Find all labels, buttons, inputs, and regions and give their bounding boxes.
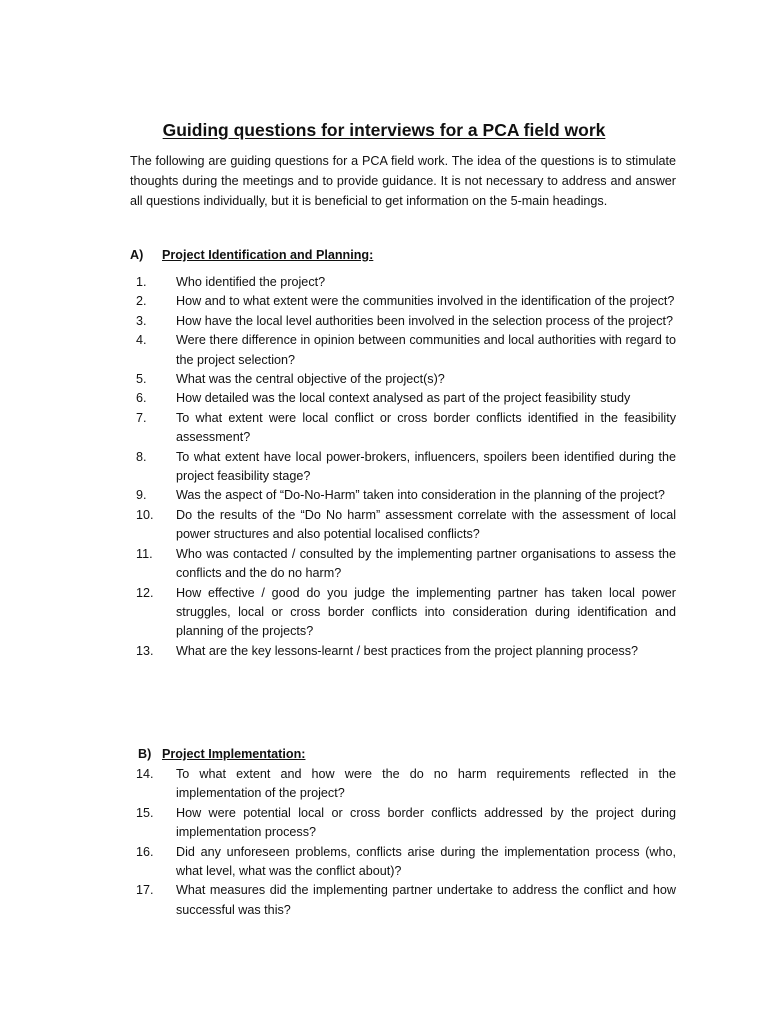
question-text: Who identified the project? xyxy=(176,275,326,289)
question-item xyxy=(130,584,676,642)
question-number: 14. xyxy=(136,767,154,781)
question-number: 11. xyxy=(136,546,153,561)
question-number: 10. xyxy=(136,507,154,522)
question-text: To what extent have local power-brokers, influencers, spoilers been identified during the project feasibility stage? xyxy=(176,449,676,484)
question-number: 2. xyxy=(136,294,147,309)
question-number: 16. xyxy=(136,844,154,859)
question-text: Did any unforeseen problems, conflicts arise during the implementation process (who, what level, what was the conflict about)? xyxy=(176,844,676,879)
intro-paragraph: The following are guiding questions for a PCA field work. The idea of the questions is to stimulate thoughts during the meetings and to provide guidance. It is not necessary to address and answer all questions individually, but it is beneficial to get information on the 5-main headings. xyxy=(130,154,676,209)
question-item xyxy=(130,409,676,448)
question-text: Who was contacted / consulted by the implementing partner organisations to assess the conflicts and the do no harm? xyxy=(176,546,676,581)
question-number: 17. xyxy=(136,883,154,898)
question-number: 7. xyxy=(136,410,147,425)
section-letter: B) xyxy=(138,747,152,761)
section-heading-b xyxy=(130,745,305,763)
question-item xyxy=(130,545,676,584)
question-text: How detailed was the local context analysed as part of the project feasibility study xyxy=(176,391,631,406)
question-item xyxy=(130,486,676,505)
question-text: Were there difference in opinion between communities and local authorities with regard to the project selection? xyxy=(176,333,676,367)
question-text: What are the key lessons-learnt / best practices from the project planning process? xyxy=(176,643,638,658)
section-heading-a xyxy=(130,246,373,264)
question-text: Was the aspect of “Do-No-Harm” taken into consideration in the planning of the project? xyxy=(176,488,665,503)
question-item xyxy=(130,765,676,804)
question-text: How were potential local or cross border conflicts addressed by the project during implementation process? xyxy=(176,805,676,840)
question-list-a xyxy=(130,273,676,661)
question-number: 3. xyxy=(136,313,147,328)
question-text: What was the central objective of the project(s)? xyxy=(176,372,445,387)
question-item xyxy=(130,331,676,370)
question-item xyxy=(130,389,676,408)
question-number: 15. xyxy=(136,805,154,820)
question-item xyxy=(130,370,676,389)
question-number: 12. xyxy=(136,585,154,600)
question-item xyxy=(130,506,676,545)
question-text: To what extent and how were the do no harm requirements reflected in the implementation of the project? xyxy=(176,767,676,801)
question-item xyxy=(130,312,676,331)
question-item xyxy=(130,881,676,920)
question-number: 8. xyxy=(136,449,147,464)
question-text: What measures did the implementing partner undertake to address the conflict and how successful was this? xyxy=(176,883,676,917)
question-item xyxy=(130,642,676,661)
question-text: How and to what extent were the communities involved in the identification of the project? xyxy=(176,294,675,309)
question-number: 5. xyxy=(136,372,147,387)
question-item xyxy=(130,448,676,487)
question-list-b xyxy=(130,765,676,920)
section-title: Project Identification and Planning: xyxy=(162,248,374,262)
question-item xyxy=(130,804,676,843)
question-text: How have the local level authorities been involved in the selection process of the project? xyxy=(176,313,674,328)
question-text: To what extent were local conflict or cross border conflicts identified in the feasibility assessment? xyxy=(176,410,676,445)
question-number: 1. xyxy=(136,275,147,289)
section-letter: A) xyxy=(130,248,144,262)
question-item xyxy=(130,292,676,311)
question-number: 9. xyxy=(136,488,147,503)
page-title: Guiding questions for interviews for a PCA field work xyxy=(162,120,606,140)
question-number: 4. xyxy=(136,333,147,348)
question-item xyxy=(130,843,676,882)
question-number: 13. xyxy=(136,643,154,658)
question-number: 6. xyxy=(136,391,147,406)
question-item xyxy=(130,273,676,292)
section-title: Project Implementation: xyxy=(162,747,306,761)
question-text: Do the results of the “Do No harm” assessment correlate with the assessment of local power structures and also potential localised conflicts? xyxy=(176,507,676,542)
question-text: How effective / good do you judge the implementing partner has taken local power struggles, local or cross border conflicts into consideration during identification and planning of the projects? xyxy=(176,585,676,639)
